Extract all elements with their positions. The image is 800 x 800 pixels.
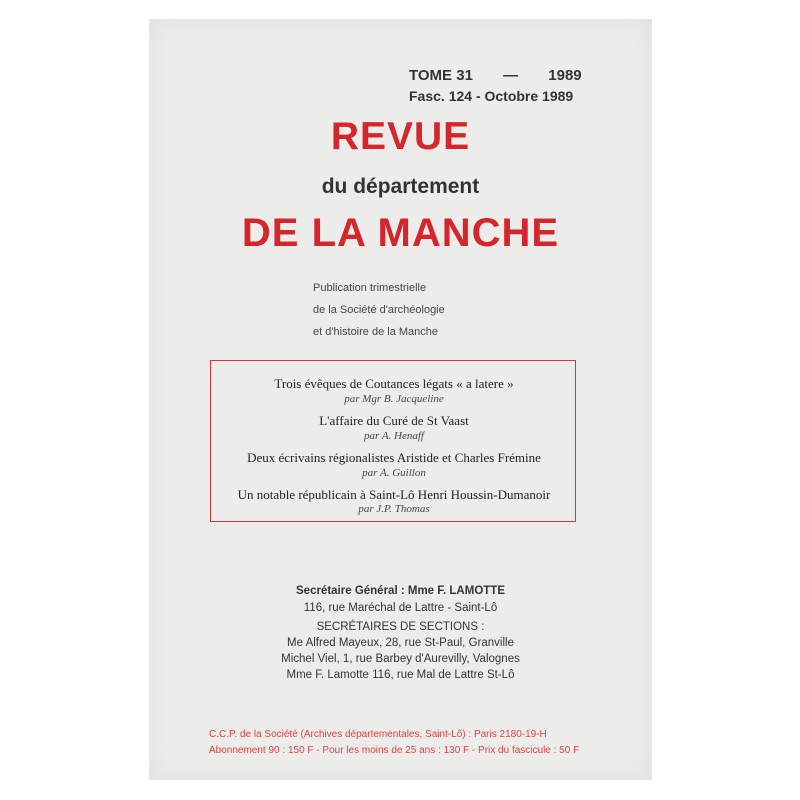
secretary-general-address: 116, rue Maréchal de Lattre - Saint-Lô [303, 602, 498, 614]
title-du-departement: du département [321, 175, 480, 198]
section-secretary: Michel Viel, 1, rue Barbey d'Aurevilly, Valognes [281, 653, 520, 665]
secretary-general [149, 585, 652, 597]
secretary-general-label: Secrétaire Général : [296, 585, 405, 597]
secretary-general-name: Mme F. LAMOTTE [407, 585, 505, 597]
article-title: L'affaire du Curé de St Vaast [319, 413, 469, 428]
journal-cover [149, 19, 652, 780]
article-author: par A. Henaff [364, 430, 424, 442]
article-title: Un notable républicain à Saint-Lô Henri Houssin-Dumanoir [237, 487, 551, 502]
article-author: par A. Guillon [362, 467, 426, 479]
contents-box [210, 360, 576, 522]
fascicle-line: Fasc. 124 - Octobre 1989 [409, 88, 574, 104]
section-secretary: Me Alfred Mayeux, 28, rue St-Paul, Granville [287, 637, 514, 649]
title-de-la-manche: DE LA MANCHE [241, 211, 560, 255]
publication-line-3: et d'histoire de la Manche [313, 326, 439, 338]
publication-line-2: de la Société d'archéologie [313, 304, 445, 316]
tome-line [409, 67, 582, 84]
title-revue: REVUE [330, 115, 471, 158]
article-title: Deux écrivains régionalistes Aristide et Charles Frémine [247, 450, 541, 465]
article-author: par J.P. Thomas [358, 503, 430, 515]
pricing-line: Abonnement 90 : 150 F - Pour les moins de 25 ans : 130 F - Prix du fascicule : 50 F [209, 745, 580, 756]
section-secretary: Mme F. Lamotte 116, rue Mal de Lattre St-Lô [286, 669, 515, 681]
article-title: Trois évêques de Coutances légats « a latere » [274, 376, 514, 391]
ccp-line: C.C.P. de la Société (Archives départementales, Saint-Lô) : Paris 2180-19-H [209, 729, 547, 740]
section-secretaries-label: SECRÉTAIRES DE SECTIONS : [316, 621, 485, 633]
publication-line-1: Publication trimestrielle [313, 282, 427, 294]
tome-dash: — [503, 67, 519, 84]
tome-year: 1989 [548, 67, 582, 84]
tome-number: TOME 31 [409, 67, 473, 84]
article-author: par Mgr B. Jacqueline [344, 393, 444, 405]
